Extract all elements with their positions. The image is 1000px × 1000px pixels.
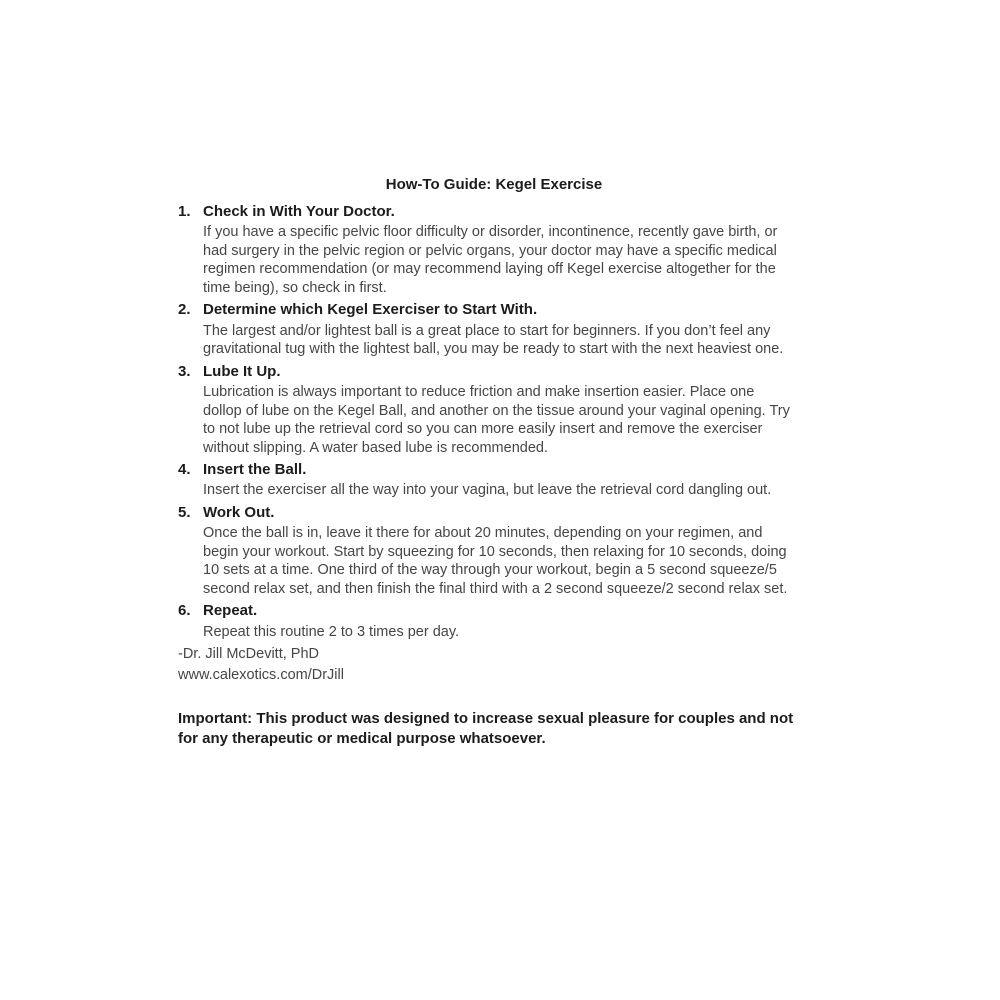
step-body: Once the ball is in, leave it there for about 20 minutes, depending on your regimen, and begin your workout. Start by squeezing for 10 seconds, then relaxing for 10 seconds, doing 10 sets at a time. One third of the way through your workout, begin a 5 second squeeze/5 second relax set, and then finish the final third with a 2 second squeeze/2 second relax set. xyxy=(203,525,788,597)
step-body: Repeat this routine 2 to 3 times per day. xyxy=(203,623,460,640)
step-number: 3. xyxy=(178,362,191,380)
step-item xyxy=(178,601,810,641)
website-url: www.calexotics.com/DrJill xyxy=(178,667,344,684)
author-signature: -Dr. Jill McDevitt, PhD xyxy=(178,646,319,663)
step-item xyxy=(178,202,810,297)
step-body: Lubrication is always important to reduce friction and make insertion easier. Place one dollop of lube on the Kegel Ball, and another on the tissue around your vaginal opening. Try to not lube up the retrieval cord so you can more easily insert and remove the exerciser without slipping. A water based lube is recommended. xyxy=(203,384,790,456)
step-number: 6. xyxy=(178,602,191,620)
step-item xyxy=(178,362,810,457)
step-number: 4. xyxy=(178,461,191,479)
step-body: Insert the exerciser all the way into your vagina, but leave the retrieval cord dangling out. xyxy=(203,482,772,499)
steps-list xyxy=(178,202,810,641)
step-item xyxy=(178,300,810,358)
step-body: The largest and/or lightest ball is a great place to start for beginners. If you don’t feel any gravitational tug with the lightest ball, you may be ready to start with the next heaviest one. xyxy=(203,322,784,358)
step-heading: Work Out. xyxy=(203,504,275,522)
step-heading: Determine which Kegel Exerciser to Start With. xyxy=(203,301,538,319)
step-heading: Insert the Ball. xyxy=(203,461,307,479)
important-notice: Important: This product was designed to increase sexual pleasure for couples and not for any therapeutic or medical purpose whatsoever. xyxy=(178,710,794,747)
step-body: If you have a specific pelvic floor difficulty or disorder, incontinence, recently gave birth, or had surgery in the pelvic region or pelvic organs, your doctor may have a specific medical regimen recommendation (or may recommend laying off Kegel exercise altogether for the time being), so check in first. xyxy=(203,224,778,296)
step-number: 5. xyxy=(178,504,191,522)
step-number: 2. xyxy=(178,301,191,319)
step-heading: Check in With Your Doctor. xyxy=(203,203,395,220)
step-heading: Lube It Up. xyxy=(203,362,281,380)
page-title: How-To Guide: Kegel Exercise xyxy=(385,176,603,193)
step-item xyxy=(178,503,810,598)
step-number: 1. xyxy=(178,203,191,220)
step-item xyxy=(178,460,810,500)
document-page xyxy=(178,176,810,748)
step-heading: Repeat. xyxy=(203,602,258,620)
